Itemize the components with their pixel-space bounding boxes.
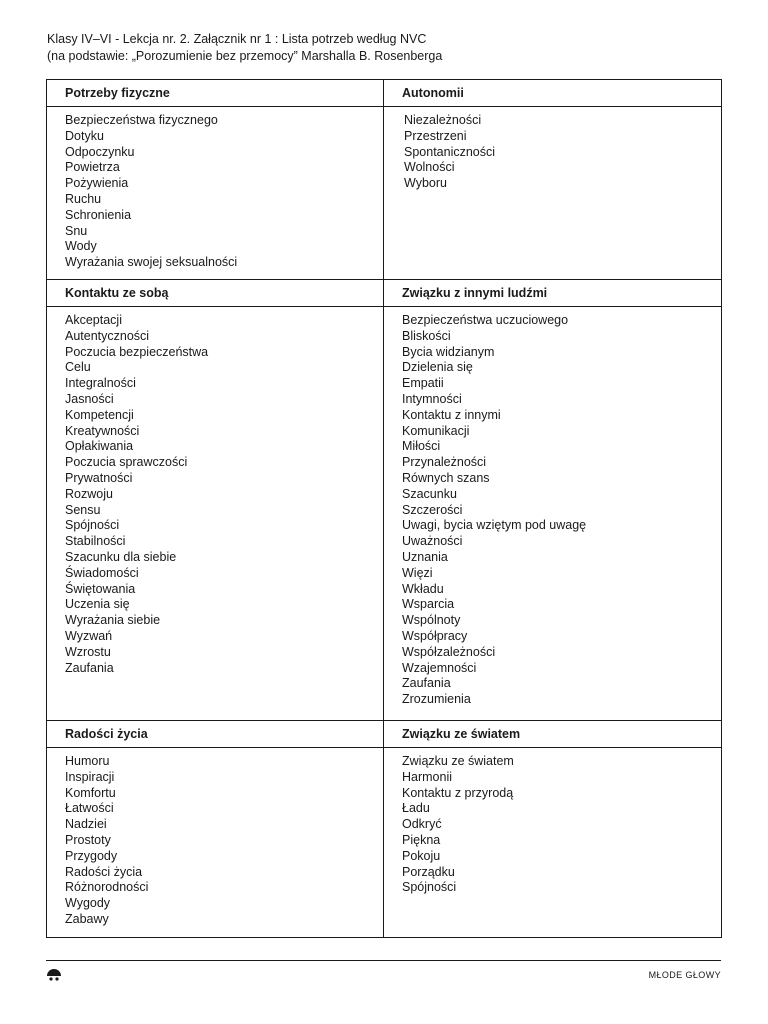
need-item: Stabilności [65,534,126,549]
need-item: Wody [65,239,97,254]
need-item: Rozwoju [65,486,113,501]
need-item: Bycia widzianym [402,344,495,359]
need-item: Wyboru [404,176,447,191]
footer-divider [46,960,721,961]
need-item: Wkładu [402,581,444,596]
need-item: Przynależności [402,455,487,470]
need-item: Niezależności [404,113,482,127]
need-item: Przestrzeni [404,128,467,143]
need-item: Uczenia się [65,597,130,612]
need-item: Kontaktu z innymi [402,407,501,422]
need-item: Szacunku dla siebie [65,549,177,564]
needs-list [402,754,721,896]
need-item: Uważności [402,534,463,549]
need-item: Snu [65,223,88,238]
need-item: Kompetencji [65,407,134,422]
need-item: Wsparcia [402,597,455,612]
mushroom-logo-icon [46,966,62,982]
need-item: Odkryć [402,817,442,832]
need-item: Bliskości [402,328,451,343]
need-item: Wyrażania siebie [65,613,161,628]
needs-list [65,313,383,676]
table-header-row [47,279,722,306]
need-item: Świętowania [65,581,136,596]
need-item: Ładu [402,801,430,816]
table-body-row [47,747,722,937]
need-item: Zrozumienia [402,692,471,707]
need-item: Jasności [65,391,114,406]
need-item: Ruchu [65,191,102,206]
need-item: Dotyku [65,128,104,143]
needs-cell [47,747,384,937]
need-item: Spójności [402,880,457,895]
section-title: Potrzeby fizyczne [47,80,384,107]
need-item: Autentyczności [65,328,150,343]
need-item: Dzielenia się [402,360,473,375]
need-item: Intymności [402,391,462,406]
need-item: Schronienia [65,207,132,222]
section-title: Związku z innymi ludźmi [384,279,722,306]
table-header-row [47,80,722,107]
table-body-row [47,306,722,720]
section-title: Radości życia [47,720,384,747]
need-item: Celu [65,360,91,375]
need-item: Szacunku [402,486,457,501]
need-item: Nadziei [65,817,107,832]
need-item: Empatii [402,376,444,391]
need-item: Komfortu [65,785,116,800]
need-item: Spontaniczności [404,144,496,159]
need-item: Humoru [65,753,110,768]
need-item: Więzi [402,565,433,580]
need-item: Spójności [65,518,120,533]
need-item: Wspólnoty [402,613,461,628]
need-item: Zaufania [65,660,114,675]
need-item: Kreatywności [65,423,140,438]
need-item: Harmonii [402,769,453,784]
need-item: Prywatności [65,470,133,485]
header-source: (na podstawie: „Porozumienie bez przemocy” Marshalla B. Rosenberga [47,49,443,63]
table-header-row [47,720,722,747]
need-item: Integralności [65,376,136,391]
need-item: Współzależności [402,644,496,659]
needs-cell [384,747,722,937]
needs-list [65,113,383,271]
need-item: Poczucia sprawczości [65,455,188,470]
section-title: Związku ze światem [384,720,722,747]
need-item: Bezpieczeństwa uczuciowego [402,312,569,327]
need-item: Piękna [402,832,441,847]
needs-cell [384,107,722,280]
needs-cell [384,306,722,720]
needs-list [65,754,383,928]
need-item: Prostoty [65,832,111,847]
need-item: Powietrza [65,160,120,175]
need-item: Komunikacji [402,423,470,438]
need-item: Pożywienia [65,176,129,191]
document-header [47,31,442,65]
need-item: Wyzwań [65,628,113,643]
need-item: Poczucia bezpieczeństwa [65,344,209,359]
footer-brand: MŁODE GŁOWY [648,970,721,980]
need-item: Opłakiwania [65,439,134,454]
need-item: Szczerości [402,502,463,517]
need-item: Uwagi, bycia wziętym pod uwagę [402,518,587,533]
need-item: Akceptacji [65,312,122,327]
need-item: Porządku [402,864,455,879]
need-item: Związku ze światem [402,753,514,768]
need-item: Współpracy [402,628,468,643]
need-item: Wzrostu [65,644,111,659]
need-item: Uznania [402,549,448,564]
need-item: Kontaktu z przyrodą [402,785,514,800]
needs-cell [47,306,384,720]
need-item: Wzajemności [402,660,477,675]
need-item: Zabawy [65,911,109,926]
need-item: Świadomości [65,565,139,580]
need-item: Zaufania [402,676,451,691]
needs-cell [47,107,384,280]
need-item: Inspiracji [65,769,115,784]
table-body-row [47,107,722,280]
needs-list [402,113,721,192]
need-item: Wyrażania swojej seksualności [65,255,238,270]
need-item: Radości życia [65,864,143,879]
need-item: Miłości [402,439,441,454]
header-title: Klasy IV–VI - Lekcja nr. 2. Załącznik nr 1 : Lista potrzeb według NVC [47,32,427,46]
need-item: Odpoczynku [65,144,135,159]
section-title: Autonomii [384,80,722,107]
need-item: Bezpieczeństwa fizycznego [65,113,218,127]
need-item: Łatwości [65,801,114,816]
need-item: Wygody [65,896,111,911]
needs-table [46,79,722,938]
need-item: Równych szans [402,470,490,485]
need-item: Wolności [404,160,455,175]
need-item: Różnorodności [65,880,149,895]
need-item: Sensu [65,502,101,517]
needs-list [402,313,721,708]
section-title: Kontaktu ze sobą [47,279,384,306]
need-item: Przygody [65,848,118,863]
need-item: Pokoju [402,848,441,863]
